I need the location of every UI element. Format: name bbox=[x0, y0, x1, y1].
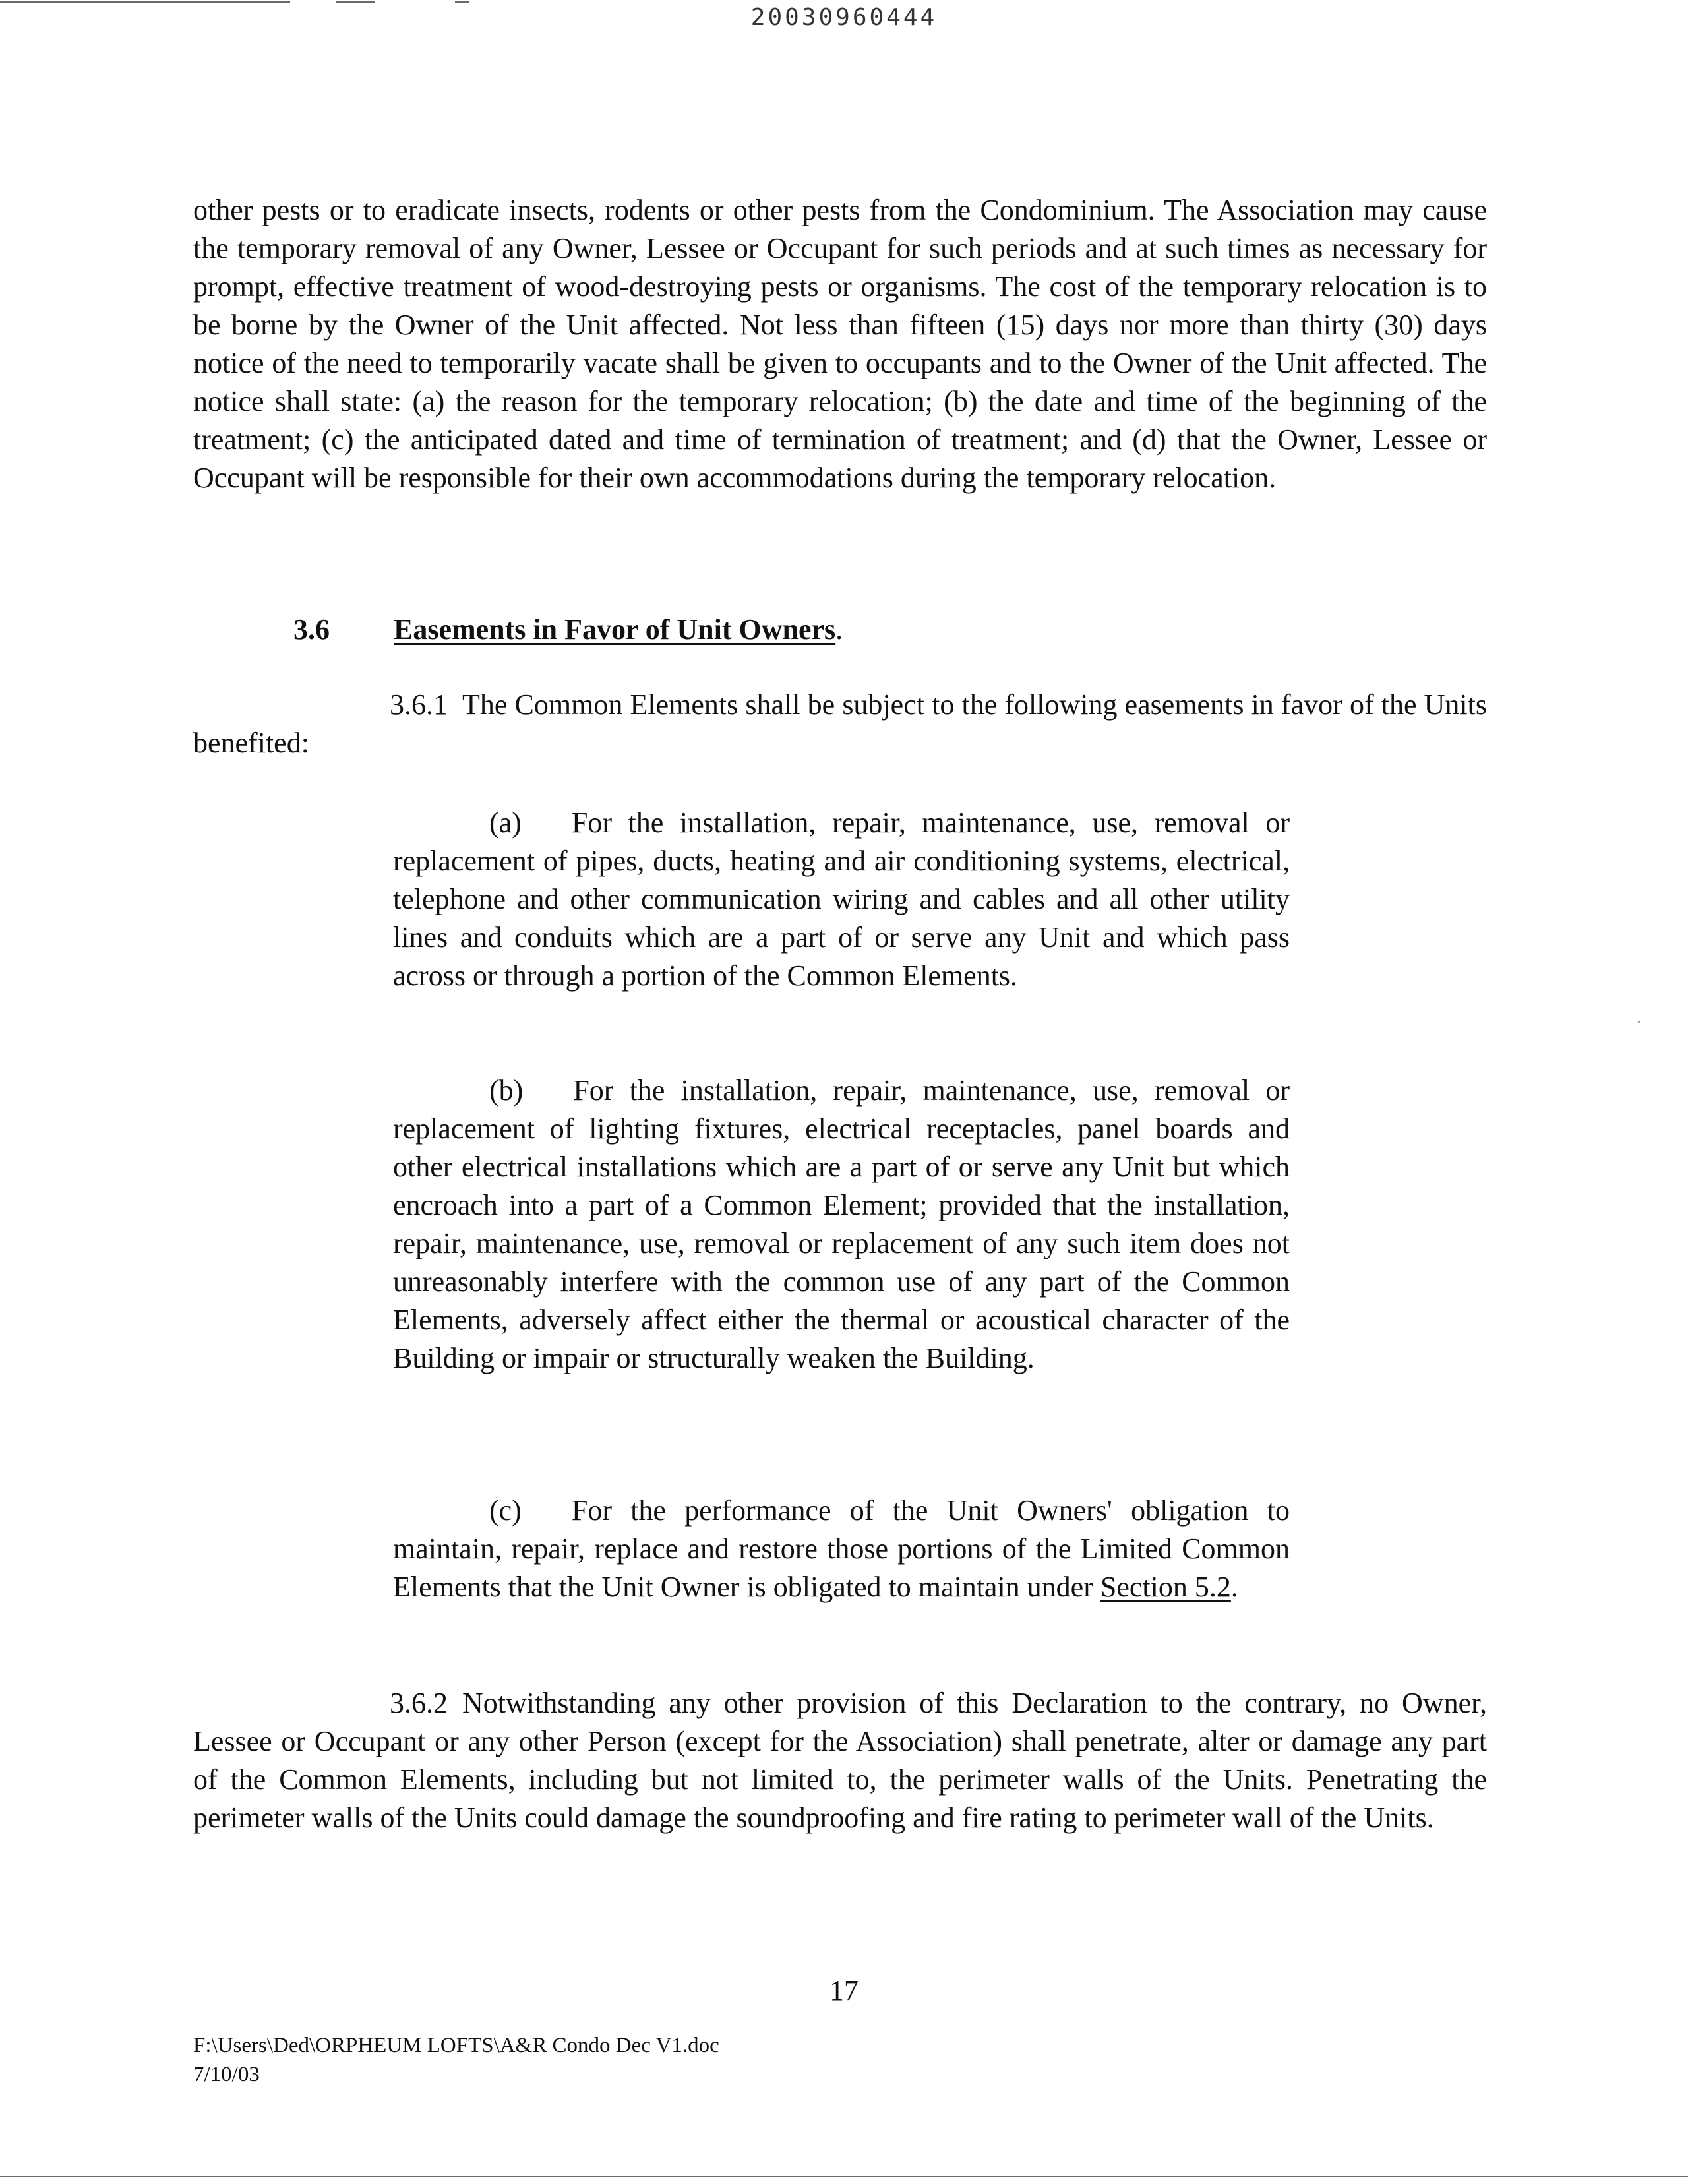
paragraph-pest-relocation: other pests or to eradicate insects, rodents or other pests from the Condominium. The Association may cause the temporary removal of any Owner, Lessee or Occupant for such periods and at such times as necessary for prompt, effective treatment of wood-destroying pests or organisms. The cost of the temporary relocation is to be borne by the Owner of the Unit affected. Not less than fifteen (15) days nor more than thirty (30) days notice of the need to temporarily vacate shall be given to occupants and to the Owner of the Unit affected. The notice shall state: (a) the reason for the temporary relocation; (b) the date and time of the beginning of the treatment; (c) the anticipated dated and time of termination of treatment; and (d) that the Owner, Lessee or Occupant will be responsible for their own accommodations during the temporary relocation. bbox=[193, 194, 1487, 494]
section-reference: Section 5.2 bbox=[1100, 1571, 1231, 1603]
section-heading bbox=[293, 611, 843, 649]
section-title-period: . bbox=[835, 613, 843, 646]
easement-item-a bbox=[393, 804, 1290, 995]
scan-edge-line-top-right bbox=[455, 1, 469, 3]
easement-item-c bbox=[393, 1492, 1290, 1606]
item-text: For the performance of the Unit Owners' obligation to maintain, repair, replace and restore those portions of the Limited Common Elements that the Unit Owner is obligated to maintain under bbox=[393, 1494, 1290, 1603]
subsection-3-6-1 bbox=[193, 686, 1487, 762]
footer bbox=[193, 2031, 719, 2089]
footer-date: 7/10/03 bbox=[193, 2063, 260, 2086]
scan-edge-line-bottom bbox=[0, 2176, 1688, 2177]
item-end: . bbox=[1230, 1571, 1238, 1603]
item-label: (b) bbox=[489, 1074, 524, 1107]
subsection-number: 3.6.2 bbox=[390, 1687, 448, 1719]
scan-edge-line-top-left bbox=[0, 1, 290, 3]
item-label: (a) bbox=[489, 806, 522, 839]
scan-speck bbox=[1638, 1021, 1640, 1023]
item-text: For the installation, repair, maintenance, use, removal or replacement of lighting fixtures, electrical receptacles, panel boards and other electrical installations which are a part of or serve any Unit but which encroach into a part of a Common Element; provided that the installation, repair, maintenance, use, removal or replacement of any such item does not unreasonably interfere with the common use of any part of the Common Elements, adversely affect either the thermal or acoustical character of the Building or impair or structurally weaken the Building. bbox=[393, 1074, 1290, 1374]
subsection-text: Notwithstanding any other provision of this Declaration to the contrary, no Owner, Lessee or Occupant or any other Person (except for the Association) shall penetrate, alter or damage any part of the Common Elements, including but not limited to, the perimeter walls of the Units. Penetrating the perimeter walls of the Units could damage the soundproofing and fire rating to perimeter wall of the Units. bbox=[193, 1687, 1487, 1834]
page-number: 17 bbox=[829, 1974, 859, 2007]
item-text: For the installation, repair, maintenance, use, removal or replacement of pipes, ducts, heating and air conditioning systems, electrical, telephone and other communication wiring and cables and all other utility lines and conduits which are a part of or serve any Unit and which pass across or through a portion of the Common Elements. bbox=[393, 806, 1290, 992]
subsection-3-6-2 bbox=[193, 1684, 1487, 1837]
document-id: 20030960444 bbox=[750, 4, 938, 31]
item-label: (c) bbox=[489, 1494, 522, 1527]
subsection-number: 3.6.1 bbox=[390, 688, 448, 721]
subsection-text: The Common Elements shall be subject to the following easements in favor of the Units benefited: bbox=[193, 688, 1487, 759]
section-number: 3.6 bbox=[293, 613, 330, 646]
section-title: Easements in Favor of Unit Owners bbox=[394, 613, 836, 646]
scan-edge-line-top-mid bbox=[336, 1, 375, 3]
easement-item-b bbox=[393, 1072, 1290, 1378]
footer-file-path: F:\Users\Ded\ORPHEUM LOFTS\A&R Condo Dec V1.doc bbox=[193, 2034, 719, 2057]
